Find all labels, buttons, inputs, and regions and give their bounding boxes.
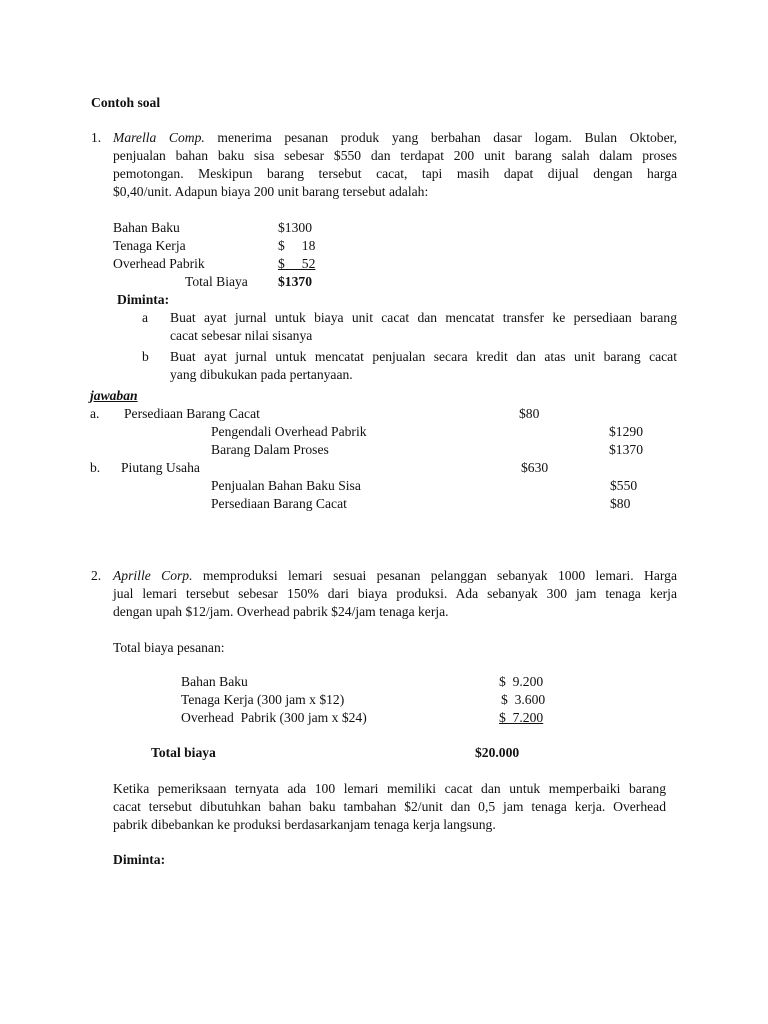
- q2-para-line: cacat tersebut dibutuhkan bahan baku tambahan $2/unit dan 0,5 jam tenaga kerja. Overhead: [113, 799, 666, 814]
- q2-diminta: Diminta:: [113, 852, 166, 867]
- q1-task-letter: b: [142, 349, 149, 364]
- journal-debit-amount: $630: [521, 460, 549, 475]
- q2-cost-amount: $ 9.200: [499, 674, 544, 689]
- q1-line-2: penjualan bahan baku sisa sebesar $550 dan terdapat 200 unit barang salah dalam proses: [113, 148, 677, 163]
- journal-credit-amount: $1290: [609, 424, 643, 439]
- journal-debit-amount: $80: [519, 406, 540, 421]
- q1-line-4: $0,40/unit. Adapun biaya 200 unit barang tersebut adalah:: [113, 184, 429, 199]
- q1-task-line: Buat ayat jurnal untuk biaya unit cacat dan mencatat transfer ke persediaan barang: [170, 310, 677, 325]
- journal-debit-account: Persediaan Barang Cacat: [124, 406, 260, 421]
- q1-cost-amount: $ 52: [278, 256, 316, 271]
- q2-company: Aprille Corp.: [113, 568, 193, 583]
- q2-total-label: Total biaya: [151, 745, 216, 760]
- journal-credit-account: Pengendali Overhead Pabrik: [211, 424, 367, 439]
- q1-task-line: cacat sebesar nilai sisanya: [170, 328, 313, 343]
- q1-cost-label: Bahan Baku: [113, 220, 180, 235]
- journal-credit-amount: $80: [610, 496, 631, 511]
- q1-line-3: pemotongan. Meskipun barang tersebut cacat, tapi masih dapat dijual dengan harga: [113, 166, 677, 181]
- q1-task-letter: a: [142, 310, 149, 325]
- journal-credit-amount: $1370: [609, 442, 643, 457]
- q2-cost-amount: $ 3.600: [501, 692, 546, 707]
- journal-letter: a.: [90, 406, 100, 421]
- q2-line-1: [113, 567, 677, 585]
- journal-credit-account: Persediaan Barang Cacat: [211, 496, 347, 511]
- q1-text-1: menerima pesanan produk yang berbahan dasar logam. Bulan Oktober,: [204, 130, 677, 145]
- journal-credit-account: Penjualan Bahan Baku Sisa: [211, 478, 361, 493]
- q1-cost-amount: $1300: [278, 220, 312, 235]
- q1-number: 1.: [91, 130, 102, 145]
- q1-total-amount: $1370: [278, 274, 312, 289]
- q2-line-2: jual lemari tersebut sebesar 150% dari biaya produksi. Ada sebanyak 300 jam tenaga kerja: [113, 586, 677, 601]
- q1-company: Marella Comp.: [113, 130, 205, 145]
- q2-total-amount: $20.000: [475, 745, 520, 760]
- jawaban-heading: jawaban: [90, 388, 138, 403]
- q2-text-1: memproduksi lemari sesuai pesanan pelanggan sebanyak 1000 lemari. Harga: [192, 568, 677, 583]
- q1-cost-label: Tenaga Kerja: [113, 238, 186, 253]
- q2-para-line: pabrik dibebankan ke produksi berdasarkanjam tenaga kerja langsung.: [113, 817, 496, 832]
- q2-cost-label: Overhead Pabrik (300 jam x $24): [181, 710, 367, 725]
- q1-task-line: yang dibukukan pada pertanyaan.: [170, 367, 353, 382]
- q2-cost-amount: $ 7.200: [499, 710, 544, 725]
- q1-diminta: Diminta:: [117, 292, 170, 307]
- q1-cost-amount: $ 18: [278, 238, 316, 253]
- q2-total-pesanan-label: Total biaya pesanan:: [113, 640, 225, 655]
- q1-line-1: [113, 129, 677, 147]
- q2-cost-label: Bahan Baku: [181, 674, 248, 689]
- q2-para-line: Ketika pemeriksaan ternyata ada 100 lemari memiliki cacat dan untuk memperbaiki barang: [113, 781, 666, 796]
- journal-debit-account: Piutang Usaha: [121, 460, 200, 475]
- q1-cost-label: Overhead Pabrik: [113, 256, 205, 271]
- journal-credit-account: Barang Dalam Proses: [211, 442, 329, 457]
- q2-number: 2.: [91, 568, 102, 583]
- journal-letter: b.: [90, 460, 101, 475]
- journal-credit-amount: $550: [610, 478, 638, 493]
- page-title: Contoh soal: [91, 95, 161, 110]
- q1-task-line: Buat ayat jurnal untuk mencatat penjualan secara kredit dan atas unit barang cacat: [170, 349, 677, 364]
- q1-total-label: Total Biaya: [185, 274, 248, 289]
- q2-cost-label: Tenaga Kerja (300 jam x $12): [181, 692, 345, 707]
- q2-line-3: dengan upah $12/jam. Overhead pabrik $24/jam tenaga kerja.: [113, 604, 449, 619]
